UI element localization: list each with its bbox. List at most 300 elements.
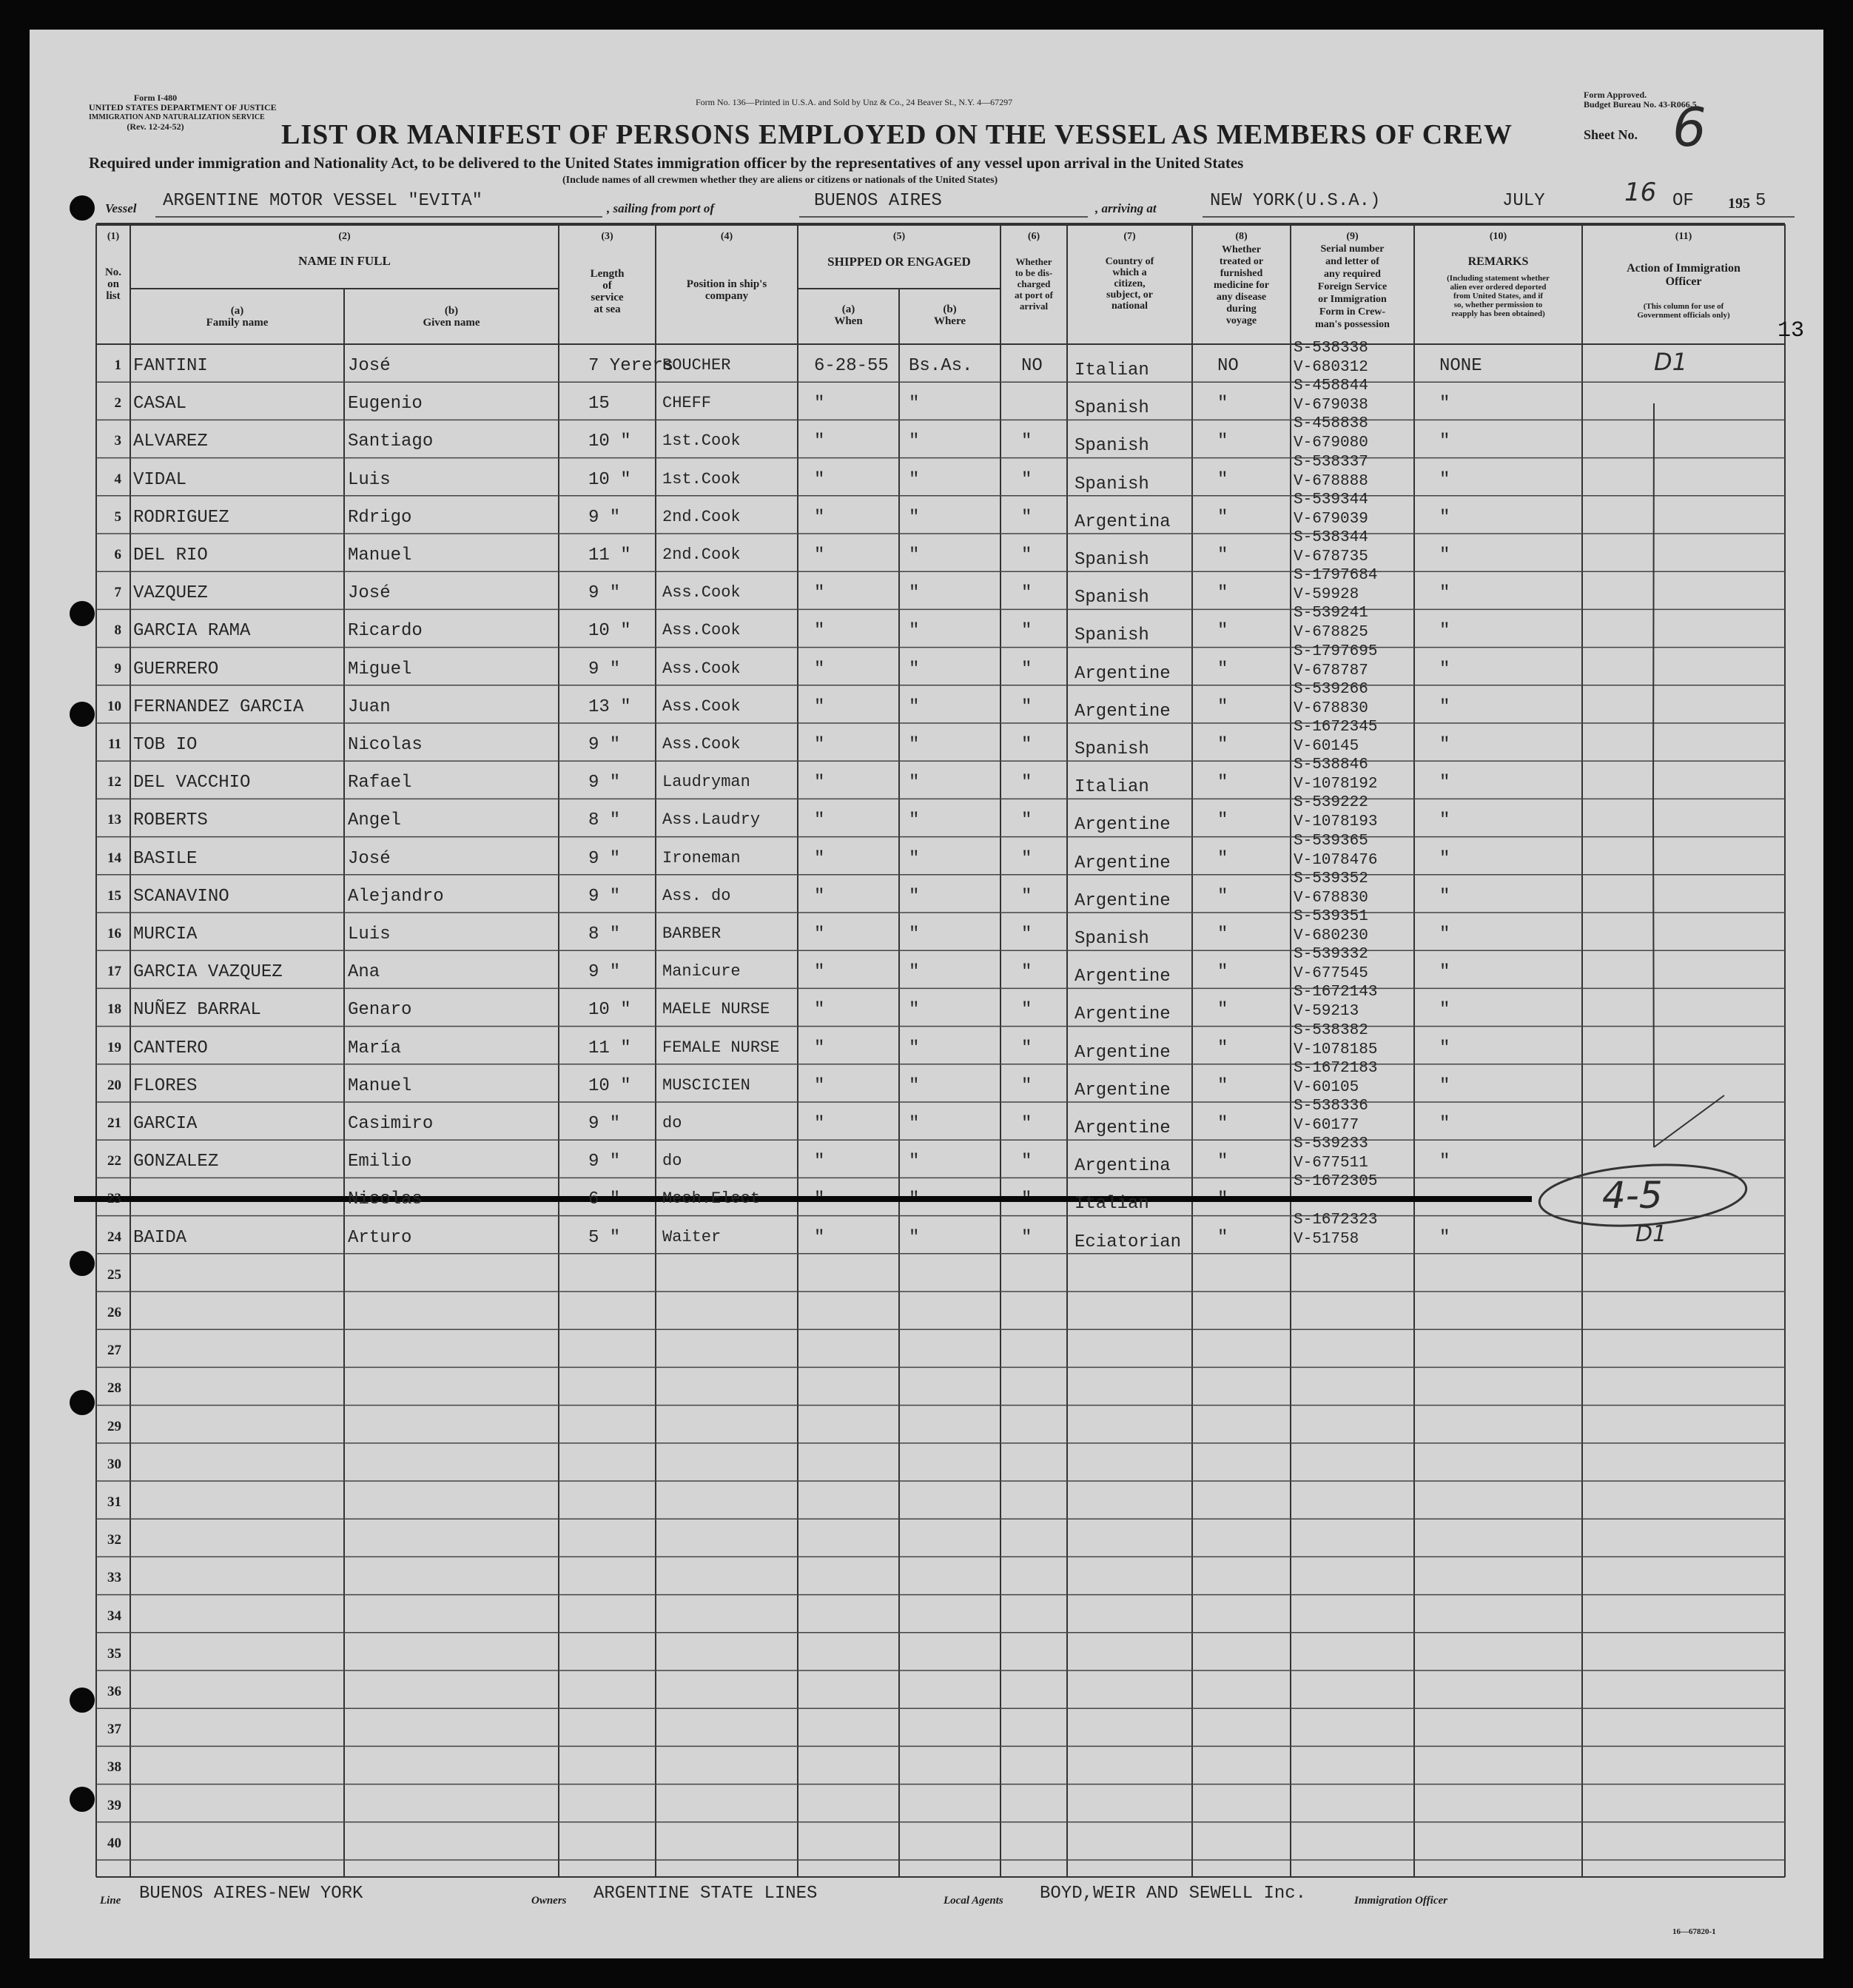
given-name: Ana bbox=[348, 962, 380, 983]
given-name: Manuel bbox=[348, 545, 412, 565]
remarks: " bbox=[1439, 507, 1450, 528]
form-id-block: Form I-480 UNITED STATES DEPARTMENT OF JUSTICE IMMIGRATION AND NATURALIZATION SERVICE (Rev. 12-24-52) bbox=[89, 93, 277, 132]
serial-number-v: V-678825 bbox=[1294, 624, 1368, 642]
col-number: (11) bbox=[1675, 231, 1692, 242]
serial-number-v: V-680312 bbox=[1294, 359, 1368, 376]
service-length: 10 " bbox=[588, 621, 631, 642]
shipped-when: " bbox=[814, 1075, 825, 1096]
col-header-remarks-note: (Including statement whether alien ever ordered deported from United States, and if so, whether permission to reapply has been obtained) bbox=[1447, 274, 1550, 318]
given-name: María bbox=[348, 1038, 402, 1058]
remarks: " bbox=[1439, 735, 1450, 755]
serial-number-s: S-458838 bbox=[1294, 415, 1368, 433]
col-header-where: (b) Where bbox=[933, 303, 966, 327]
shipped-when: " bbox=[814, 1227, 825, 1248]
nationality: Italian bbox=[1075, 360, 1149, 380]
service-length: 13 " bbox=[588, 696, 631, 717]
binding-hole bbox=[70, 1688, 95, 1713]
nationality: Argentina bbox=[1075, 1156, 1171, 1177]
row-number: 32 bbox=[107, 1532, 121, 1548]
discharged-flag: " bbox=[1021, 735, 1032, 755]
serial-number-s: S-539222 bbox=[1294, 794, 1368, 812]
shipped-where: " bbox=[909, 1189, 920, 1210]
family-name: RODRIGUEZ bbox=[133, 507, 229, 528]
given-name: José bbox=[348, 848, 391, 869]
remarks: " bbox=[1439, 431, 1450, 452]
officer-label: Immigration Officer bbox=[1354, 1895, 1447, 1907]
given-name: Luis bbox=[348, 469, 391, 490]
col-number: (7) bbox=[1123, 231, 1136, 242]
family-name: GUERRERO bbox=[133, 659, 219, 679]
shipped-when: " bbox=[814, 394, 825, 414]
remarks: " bbox=[1439, 1038, 1450, 1058]
row-number: 28 bbox=[107, 1380, 121, 1397]
serial-number-v: V-1078193 bbox=[1294, 813, 1378, 831]
serial-number-v: V-678787 bbox=[1294, 662, 1368, 679]
serial-number-v: V-678735 bbox=[1294, 548, 1368, 565]
serial-number-v: V-678830 bbox=[1294, 889, 1368, 907]
shipped-where: " bbox=[909, 545, 920, 565]
sheet-label: Sheet No. bbox=[1584, 127, 1638, 142]
col-number: (8) bbox=[1235, 231, 1248, 242]
form-code: 16—67820-1 bbox=[1672, 1927, 1716, 1936]
ship-position: Mech.Elect bbox=[662, 1189, 761, 1209]
shipped-when: " bbox=[814, 1038, 825, 1058]
ship-position: Ass.Laudry bbox=[662, 810, 761, 830]
shipped-where: " bbox=[909, 469, 920, 490]
service-length: 8 " bbox=[588, 810, 621, 831]
col-header-country: Country of which a citizen, subject, or national bbox=[1105, 256, 1154, 312]
arrival-month: JULY bbox=[1502, 191, 1545, 211]
discharged-flag: " bbox=[1021, 773, 1032, 793]
serial-number-v: V-59928 bbox=[1294, 586, 1359, 604]
remarks: " bbox=[1439, 659, 1450, 679]
given-name: Nicolas bbox=[348, 735, 423, 755]
row-number: 38 bbox=[107, 1759, 121, 1776]
given-name: Miguel bbox=[348, 659, 412, 679]
ship-position: FEMALE NURSE bbox=[662, 1038, 780, 1057]
nationality: Argentine bbox=[1075, 815, 1171, 836]
given-name: Luis bbox=[348, 924, 391, 944]
oval-annotation: 4-5 bbox=[1602, 1174, 1663, 1217]
row-number: 14 bbox=[107, 850, 121, 866]
discharged-flag: " bbox=[1021, 1114, 1032, 1134]
binding-hole bbox=[70, 1251, 95, 1276]
medicine-flag: " bbox=[1217, 773, 1228, 793]
nationality: Eciatorian bbox=[1075, 1232, 1182, 1252]
crew-note: (Include names of all crewmen whether they are aliens or citizens or nationals of the United States) bbox=[562, 175, 998, 186]
row-number: 7 bbox=[114, 585, 121, 601]
medicine-flag: " bbox=[1217, 810, 1228, 831]
family-name: VAZQUEZ bbox=[133, 583, 208, 604]
ship-position: 1st.Cook bbox=[662, 469, 741, 488]
medicine-flag: " bbox=[1217, 696, 1228, 717]
row-number: 10 bbox=[107, 698, 121, 714]
col-header-when: (a) When bbox=[834, 303, 863, 327]
discharged-flag: " bbox=[1021, 962, 1032, 983]
page-title: LIST OR MANIFEST OF PERSONS EMPLOYED ON THE VESSEL AS MEMBERS OF CREW bbox=[281, 119, 1513, 150]
row-number: 40 bbox=[107, 1835, 121, 1851]
serial-number-s: S-539233 bbox=[1294, 1135, 1368, 1153]
remarks: " bbox=[1439, 886, 1450, 907]
remarks: NONE bbox=[1439, 356, 1482, 376]
medicine-flag: " bbox=[1217, 1227, 1228, 1248]
family-name: VIDAL bbox=[133, 469, 187, 490]
col-header-action-note: (This column for use of Government officials only) bbox=[1637, 302, 1730, 320]
medicine-flag: " bbox=[1217, 735, 1228, 755]
owners-label: Owners bbox=[531, 1895, 567, 1907]
service-length: 8 " bbox=[588, 924, 621, 944]
ship-position: CHEFF bbox=[662, 394, 712, 413]
discharged-flag: " bbox=[1021, 1038, 1032, 1058]
service-length: 9 " bbox=[588, 773, 621, 793]
shipped-when: " bbox=[814, 621, 825, 642]
serial-number-s: S-1672143 bbox=[1294, 984, 1378, 1001]
medicine-flag: " bbox=[1217, 962, 1228, 983]
medicine-flag: " bbox=[1217, 469, 1228, 490]
shipped-when: " bbox=[814, 924, 825, 944]
serial-number-v: V-679039 bbox=[1294, 510, 1368, 528]
given-name: Genaro bbox=[348, 1000, 412, 1021]
discharged-flag: " bbox=[1021, 545, 1032, 565]
shipped-where: " bbox=[909, 1000, 920, 1021]
remarks: " bbox=[1439, 848, 1450, 869]
family-name: DEL RIO bbox=[133, 545, 208, 565]
shipped-where: " bbox=[909, 886, 920, 907]
service-length: 9 " bbox=[588, 886, 621, 907]
shipped-when: " bbox=[814, 583, 825, 604]
row-number: 37 bbox=[107, 1722, 121, 1738]
col-header-discharged: Whether to be dis- charged at port of arrival bbox=[1015, 256, 1053, 312]
family-name: DEL VACCHIO bbox=[133, 773, 251, 793]
shipped-when: 6-28-55 bbox=[814, 356, 889, 376]
margin-number: 13 bbox=[1778, 318, 1805, 343]
ship-position: Ass.Cook bbox=[662, 696, 741, 716]
service-length: 9 " bbox=[588, 1152, 621, 1172]
ship-position: MUSCICIEN bbox=[662, 1075, 750, 1095]
service-length: 10 " bbox=[588, 469, 631, 490]
serial-number-s: S-538344 bbox=[1294, 529, 1368, 546]
row-number: 31 bbox=[107, 1494, 121, 1510]
row-number: 2 bbox=[114, 395, 121, 412]
given-name: Santiago bbox=[348, 431, 434, 452]
discharged-flag: NO bbox=[1021, 356, 1043, 376]
shipped-when: " bbox=[814, 507, 825, 528]
shipped-where: " bbox=[909, 431, 920, 452]
nationality: Spanish bbox=[1075, 550, 1149, 570]
row-number: 27 bbox=[107, 1343, 121, 1359]
service-length: 9 " bbox=[588, 583, 621, 604]
row-number: 8 bbox=[114, 622, 121, 639]
service-length: 9 " bbox=[588, 962, 621, 983]
serial-number-s: S-538338 bbox=[1294, 340, 1368, 357]
nationality: Spanish bbox=[1075, 739, 1149, 759]
family-name: ALVAREZ bbox=[133, 431, 208, 452]
service-length: 5 " bbox=[588, 1227, 621, 1248]
medicine-flag: " bbox=[1217, 924, 1228, 944]
serial-number-s: S-539365 bbox=[1294, 832, 1368, 850]
service-length: 7 Yerers bbox=[588, 356, 674, 376]
shipped-where: " bbox=[909, 735, 920, 755]
medicine-flag: " bbox=[1217, 507, 1228, 528]
shipped-when: " bbox=[814, 886, 825, 907]
shipped-when: " bbox=[814, 1000, 825, 1021]
family-name: GARCIA RAMA bbox=[133, 621, 251, 642]
agents-label: Local Agents bbox=[944, 1895, 1003, 1907]
ship-position: Ass.Cook bbox=[662, 659, 741, 678]
col-number: (2) bbox=[338, 231, 351, 242]
medicine-flag: " bbox=[1217, 659, 1228, 679]
serial-number-v: V-60145 bbox=[1294, 738, 1359, 755]
nationality: Italian bbox=[1075, 777, 1149, 798]
discharged-flag: " bbox=[1021, 1152, 1032, 1172]
family-name: ROBERTS bbox=[133, 810, 208, 831]
medicine-flag: " bbox=[1217, 1075, 1228, 1096]
row-number: 6 bbox=[114, 547, 121, 563]
serial-number-s: S-538337 bbox=[1294, 453, 1368, 471]
ship-position: Ass. do bbox=[662, 886, 731, 905]
shipped-when: " bbox=[814, 431, 825, 452]
shipped-when: " bbox=[814, 848, 825, 869]
serial-number-v: V-680230 bbox=[1294, 927, 1368, 944]
row-number: 22 bbox=[107, 1153, 121, 1169]
year-digit: 5 bbox=[1755, 191, 1766, 211]
remarks: " bbox=[1439, 962, 1450, 983]
family-name: SCANAVINO bbox=[133, 886, 229, 907]
serial-number-s: S-1672323 bbox=[1294, 1211, 1378, 1229]
shipped-where: " bbox=[909, 1152, 920, 1172]
binding-hole bbox=[70, 601, 95, 626]
row-number: 11 bbox=[108, 736, 121, 752]
given-name: Juan bbox=[348, 696, 391, 717]
row-number: 18 bbox=[107, 1001, 121, 1018]
medicine-flag: " bbox=[1217, 886, 1228, 907]
approval-block: Form Approved. Budget Bureau No. 43-R066.5. bbox=[1584, 90, 1699, 110]
ship-position: do bbox=[662, 1114, 682, 1132]
ship-position: Laudryman bbox=[662, 773, 750, 792]
binding-hole bbox=[70, 1390, 95, 1415]
remarks: " bbox=[1439, 469, 1450, 490]
service-length: 15 bbox=[588, 394, 610, 414]
shipped-when: " bbox=[814, 545, 825, 565]
shipped-when: " bbox=[814, 962, 825, 983]
nationality: Spanish bbox=[1075, 398, 1149, 419]
remarks: " bbox=[1439, 394, 1450, 414]
nationality: Argentine bbox=[1075, 967, 1171, 987]
shipped-when: " bbox=[814, 1114, 825, 1134]
serial-number-s: S-538382 bbox=[1294, 1021, 1368, 1039]
row-number: 36 bbox=[107, 1684, 121, 1699]
ship-position: Waiter bbox=[662, 1227, 722, 1246]
family-name: CASAL bbox=[133, 394, 187, 414]
medicine-flag: " bbox=[1217, 431, 1228, 452]
remarks: " bbox=[1439, 1075, 1450, 1096]
remarks: " bbox=[1439, 583, 1450, 604]
discharged-flag: " bbox=[1021, 507, 1032, 528]
action-mark-d1: D1 bbox=[1654, 348, 1687, 376]
row-number: 25 bbox=[107, 1266, 121, 1283]
row-number: 24 bbox=[107, 1229, 121, 1245]
shipped-where: " bbox=[909, 659, 920, 679]
medicine-flag: " bbox=[1217, 1000, 1228, 1021]
col-header-shipped: SHIPPED OR ENGAGED bbox=[827, 255, 971, 269]
col-number: (4) bbox=[720, 231, 733, 242]
discharged-flag: " bbox=[1021, 1000, 1032, 1021]
row-number: 12 bbox=[107, 774, 121, 790]
of-label: OF bbox=[1672, 191, 1694, 211]
medicine-flag: " bbox=[1217, 1152, 1228, 1172]
owners-value: ARGENTINE STATE LINES bbox=[593, 1884, 818, 1904]
col-header-medicine: Whether treated or furnished medicine for any disease during voyage bbox=[1213, 244, 1270, 326]
arrival-day: 16 bbox=[1624, 178, 1657, 207]
given-name: Manuel bbox=[348, 1075, 412, 1096]
service-length: 9 " bbox=[588, 1114, 621, 1134]
col-header-action: Action of Immigration Officer bbox=[1627, 262, 1741, 288]
shipped-where: " bbox=[909, 583, 920, 604]
discharged-flag: " bbox=[1021, 1075, 1032, 1096]
col-header-length: Length of service at sea bbox=[590, 268, 625, 315]
discharged-flag: " bbox=[1021, 696, 1032, 717]
row-number: 19 bbox=[107, 1039, 121, 1055]
ship-position: do bbox=[662, 1152, 682, 1171]
given-name: Eugenio bbox=[348, 394, 423, 414]
family-name: CANTERO bbox=[133, 1038, 208, 1058]
serial-number-v: V-51758 bbox=[1294, 1230, 1359, 1248]
shipped-where: " bbox=[909, 924, 920, 944]
printer-note: Form No. 136—Printed in U.S.A. and Sold by Unz & Co., 24 Beaver St., N.Y. 4—67297 bbox=[696, 97, 1013, 107]
line-value: BUENOS AIRES-NEW YORK bbox=[139, 1884, 363, 1904]
manifest-sheet bbox=[30, 30, 1823, 1958]
nationality: Argentine bbox=[1075, 853, 1171, 873]
sheet-number: 6 bbox=[1672, 96, 1706, 158]
shipped-where: " bbox=[909, 507, 920, 528]
medicine-flag: " bbox=[1217, 1189, 1228, 1210]
shipped-when: " bbox=[814, 1189, 825, 1210]
vessel-name: ARGENTINE MOTOR VESSEL "EVITA" bbox=[163, 191, 483, 211]
remarks: " bbox=[1439, 621, 1450, 642]
col-number: (3) bbox=[601, 231, 613, 242]
family-name: BAIDA bbox=[133, 1227, 187, 1248]
sailing-label: , sailing from port of bbox=[607, 201, 714, 215]
ship-position: 2nd.Cook bbox=[662, 507, 741, 526]
row-number: 15 bbox=[107, 887, 121, 904]
agents-value: BOYD,WEIR AND SEWELL Inc. bbox=[1040, 1884, 1307, 1904]
col-header-no: No. on list bbox=[104, 266, 122, 302]
serial-number-s: S-539266 bbox=[1294, 680, 1368, 698]
discharged-flag: " bbox=[1021, 659, 1032, 679]
ship-position: Ass.Cook bbox=[662, 735, 741, 753]
remarks: " bbox=[1439, 810, 1450, 831]
ship-position: Ass.Cook bbox=[662, 583, 741, 602]
given-name: Nicolas bbox=[348, 1189, 423, 1210]
serial-number-v: V-678888 bbox=[1294, 472, 1368, 490]
serial-number-s: S-1797695 bbox=[1294, 642, 1378, 660]
binding-hole bbox=[70, 1787, 95, 1812]
shipped-where: " bbox=[909, 1227, 920, 1248]
serial-number-v: V-60105 bbox=[1294, 1078, 1359, 1096]
shipped-where: " bbox=[909, 1114, 920, 1134]
col-number: (9) bbox=[1346, 231, 1359, 242]
serial-number-s: S-458844 bbox=[1294, 377, 1368, 395]
departure-port: BUENOS AIRES bbox=[814, 191, 942, 211]
serial-number-v: V-1078476 bbox=[1294, 851, 1378, 869]
service-length: 9 " bbox=[588, 848, 621, 869]
col-header-given: (b) Given name bbox=[423, 305, 480, 329]
family-name: GARCIA VAZQUEZ bbox=[133, 962, 283, 983]
shipped-where: " bbox=[909, 621, 920, 642]
nationality: Spanish bbox=[1075, 929, 1149, 949]
ship-position: 1st.Cook bbox=[662, 431, 741, 451]
shipped-where: " bbox=[909, 1075, 920, 1096]
subtitle: Required under immigration and Nationality Act, to be delivered to the United States immigration officer by the representatives of any vessel upon arrival in the United States bbox=[89, 154, 1244, 172]
service-length: 11 " bbox=[588, 1038, 631, 1058]
arriving-label: , arriving at bbox=[1095, 201, 1157, 215]
serial-number-s: S-538336 bbox=[1294, 1098, 1368, 1115]
nationality: Italian bbox=[1075, 1194, 1149, 1215]
shipped-where: " bbox=[909, 696, 920, 717]
row-number: 20 bbox=[107, 1077, 121, 1093]
family-name: FANTINI bbox=[133, 356, 208, 376]
row-number: 5 bbox=[114, 508, 121, 525]
remarks: " bbox=[1439, 545, 1450, 565]
vessel-label: Vessel bbox=[105, 201, 137, 215]
service-length: 10 " bbox=[588, 1000, 631, 1021]
col-number: (10) bbox=[1489, 231, 1507, 242]
serial-number-s: S-539352 bbox=[1294, 870, 1368, 887]
given-name: José bbox=[348, 356, 391, 376]
discharged-flag: " bbox=[1021, 1189, 1032, 1210]
service-length: 9 " bbox=[588, 735, 621, 755]
row-number: 4 bbox=[114, 471, 121, 487]
serial-number-s: S-539344 bbox=[1294, 491, 1368, 508]
shipped-when: " bbox=[814, 773, 825, 793]
service-length: 6 " bbox=[588, 1189, 621, 1210]
given-name: Arturo bbox=[348, 1227, 412, 1248]
col-header-family: (a) Family name bbox=[206, 305, 269, 329]
row-number: 29 bbox=[107, 1418, 121, 1434]
discharged-flag: " bbox=[1021, 469, 1032, 490]
nationality: Argentine bbox=[1075, 663, 1171, 684]
serial-number-v: V-677511 bbox=[1294, 1155, 1368, 1172]
nationality: Spanish bbox=[1075, 588, 1149, 608]
medicine-flag: " bbox=[1217, 1114, 1228, 1134]
serial-number-s: S-538846 bbox=[1294, 756, 1368, 774]
medicine-flag: " bbox=[1217, 1038, 1228, 1058]
discharged-flag: " bbox=[1021, 621, 1032, 642]
row-number: 13 bbox=[107, 812, 121, 828]
row-number: 39 bbox=[107, 1797, 121, 1813]
nationality: Argentine bbox=[1075, 1080, 1171, 1101]
discharged-flag: " bbox=[1021, 431, 1032, 452]
serial-number-v: V-1078192 bbox=[1294, 776, 1378, 793]
service-length: 9 " bbox=[588, 507, 621, 528]
given-name: Angel bbox=[348, 810, 402, 831]
medicine-flag: " bbox=[1217, 394, 1228, 414]
service-length: 10 " bbox=[588, 431, 631, 452]
serial-number-v: V-678830 bbox=[1294, 699, 1368, 717]
nationality: Argentina bbox=[1075, 511, 1171, 532]
row-number: 35 bbox=[107, 1645, 121, 1662]
row-number: 34 bbox=[107, 1608, 121, 1624]
ship-position: Ass.Cook bbox=[662, 621, 741, 640]
row-number: 1 bbox=[114, 357, 121, 373]
family-name: FLORES bbox=[133, 1075, 198, 1096]
nationality: Argentine bbox=[1075, 1042, 1171, 1063]
remarks: " bbox=[1439, 924, 1450, 944]
discharged-flag: " bbox=[1021, 886, 1032, 907]
service-length: 10 " bbox=[588, 1075, 631, 1096]
family-name: FERNANDEZ GARCIA bbox=[133, 696, 304, 717]
nationality: Argentine bbox=[1075, 701, 1171, 722]
